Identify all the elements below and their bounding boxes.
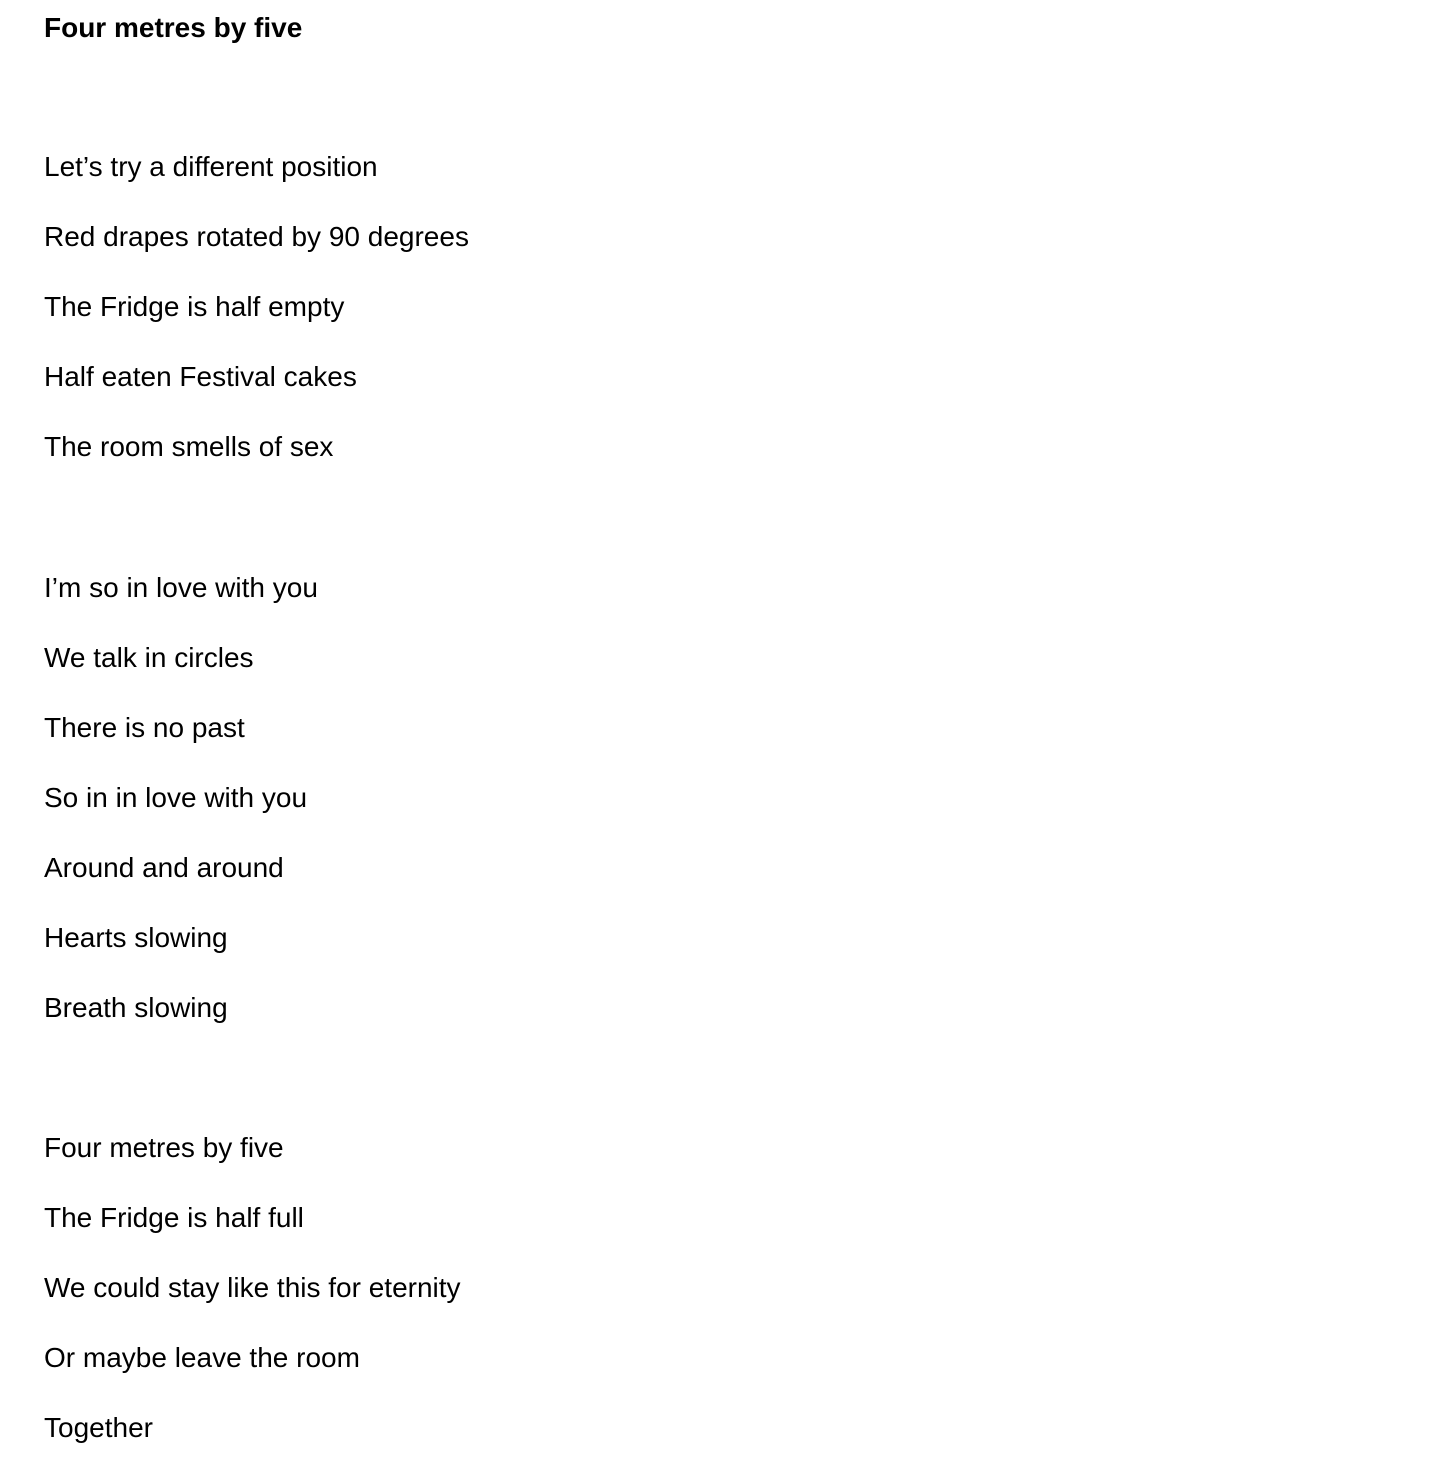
- poem-line: We could stay like this for eternity: [44, 1272, 461, 1303]
- poem-line: I’m so in love with you: [44, 572, 318, 603]
- poem-line: Four metres by five: [44, 1132, 284, 1163]
- poem-line: Around and around: [44, 852, 284, 883]
- poem-line: Hearts slowing: [44, 922, 228, 953]
- poem-title: Four metres by five: [44, 12, 303, 43]
- poem-line: The Fridge is half full: [44, 1202, 304, 1233]
- poem-line: The Fridge is half empty: [44, 291, 345, 322]
- poem-line: The room smells of sex: [44, 431, 334, 462]
- poem-line: There is no past: [44, 712, 245, 743]
- poem-line: Breath slowing: [44, 992, 228, 1023]
- poem-line: Red drapes rotated by 90 degrees: [44, 221, 469, 252]
- poem-line: We talk in circles: [44, 642, 254, 673]
- poem-line: So in in love with you: [44, 782, 308, 813]
- poem-line: Together: [44, 1412, 153, 1443]
- poem-line: Or maybe leave the room: [44, 1342, 360, 1373]
- poem-line: Half eaten Festival cakes: [44, 361, 357, 392]
- poem-line: Let’s try a different position: [44, 151, 378, 182]
